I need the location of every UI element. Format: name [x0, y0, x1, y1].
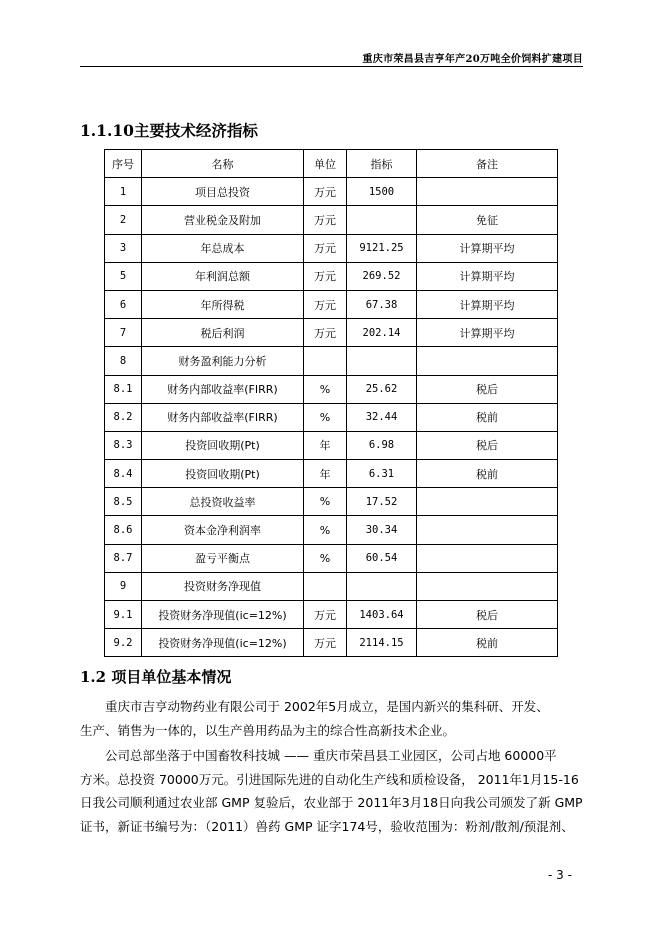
table-header-row [105, 150, 558, 178]
name-cell: 投资财务净现值(ic=12%) [142, 629, 304, 657]
name-cell: 年利润总额 [142, 262, 304, 290]
unit-cell: 万元 [304, 629, 347, 657]
name-cell: 营业税金及附加 [142, 206, 304, 234]
unit-cell: 万元 [304, 290, 347, 318]
unit-cell: 年 [304, 460, 347, 488]
remark-cell: 免征 [417, 206, 558, 234]
remark-cell: 计算期平均 [417, 262, 558, 290]
table-row [105, 347, 558, 375]
table-row [105, 206, 558, 234]
row-number-cell: 8 [105, 347, 142, 375]
header-cell: 名称 [142, 150, 304, 178]
value-cell: 25.62 [347, 375, 417, 403]
name-cell: 总投资收益率 [142, 488, 304, 516]
row-number-cell: 8.4 [105, 460, 142, 488]
name-cell: 财务内部收益率(FIRR) [142, 375, 304, 403]
header-cell: 序号 [105, 150, 142, 178]
unit-cell: % [304, 516, 347, 544]
table-row [105, 516, 558, 544]
page-number: - 3 - [548, 868, 572, 882]
header-rule [80, 66, 583, 67]
value-cell [347, 572, 417, 600]
row-number-cell: 8.2 [105, 403, 142, 431]
unit-cell: 年 [304, 431, 347, 459]
table-row [105, 178, 558, 206]
remark-cell: 计算期平均 [417, 319, 558, 347]
unit-cell: 万元 [304, 178, 347, 206]
table-row [105, 629, 558, 657]
name-cell: 投资回收期(Pt) [142, 431, 304, 459]
row-number-cell: 7 [105, 319, 142, 347]
table-row [105, 375, 558, 403]
table-row [105, 601, 558, 629]
unit-cell: % [304, 544, 347, 572]
value-cell [347, 347, 417, 375]
value-cell: 1500 [347, 178, 417, 206]
name-cell: 年总成本 [142, 234, 304, 262]
remark-cell [417, 488, 558, 516]
remark-cell: 税前 [417, 629, 558, 657]
name-cell: 投资财务净现值 [142, 572, 304, 600]
row-number-cell: 8.1 [105, 375, 142, 403]
table-row [105, 460, 558, 488]
header-cell: 指标 [347, 150, 417, 178]
section-heading-1-1-10: 1.1.10主要技术经济指标 [80, 121, 258, 140]
paragraph-line: 日我公司顺利通过农业部 GMP 复验后，农业部于 2011年3月18日向我公司颁发了新 GMP [80, 795, 583, 810]
paragraph-line: 方米。总投资 70000万元。引进国际先进的自动化生产线和质检设备， 2011年1月15-16 [80, 771, 579, 787]
value-cell: 6.31 [347, 460, 417, 488]
section-heading-1-2: 1.2 项目单位基本情况 [80, 668, 232, 686]
table-row [105, 319, 558, 347]
value-cell: 67.38 [347, 290, 417, 318]
value-cell: 1403.64 [347, 601, 417, 629]
name-cell: 投资回收期(Pt) [142, 460, 304, 488]
unit-cell [304, 572, 347, 600]
table-row [105, 488, 558, 516]
row-number-cell: 5 [105, 262, 142, 290]
table-row [105, 544, 558, 572]
unit-cell: 万元 [304, 262, 347, 290]
value-cell: 269.52 [347, 262, 417, 290]
row-number-cell: 2 [105, 206, 142, 234]
row-number-cell: 9 [105, 572, 142, 600]
unit-cell: % [304, 403, 347, 431]
value-cell: 202.14 [347, 319, 417, 347]
table-row [105, 262, 558, 290]
value-cell: 17.52 [347, 488, 417, 516]
remark-cell [417, 572, 558, 600]
unit-cell: 万元 [304, 206, 347, 234]
unit-cell: % [304, 488, 347, 516]
value-cell: 9121.25 [347, 234, 417, 262]
remark-cell: 税后 [417, 375, 558, 403]
table-row [105, 572, 558, 600]
paragraph-line: 重庆市吉亨动物药业有限公司于 2002年5月成立，是国内新兴的集科研、开发、 [105, 699, 549, 714]
remark-cell: 计算期平均 [417, 290, 558, 318]
paragraph-company-intro [80, 695, 583, 742]
unit-cell: % [304, 375, 347, 403]
row-number-cell: 8.3 [105, 431, 142, 459]
row-number-cell: 8.6 [105, 516, 142, 544]
row-number-cell: 9.1 [105, 601, 142, 629]
remark-cell: 税前 [417, 403, 558, 431]
row-number-cell: 1 [105, 178, 142, 206]
remark-cell: 税后 [417, 431, 558, 459]
remark-cell: 税后 [417, 601, 558, 629]
table-row [105, 431, 558, 459]
paragraph-line: 公司总部坐落于中国畜牧科技城 —— 重庆市荣昌县工业园区，公司占地 60000平 [105, 748, 557, 763]
table-row [105, 290, 558, 318]
name-cell: 财务内部收益率(FIRR) [142, 403, 304, 431]
value-cell: 2114.15 [347, 629, 417, 657]
economic-indicators-table [104, 149, 558, 657]
row-number-cell: 8.7 [105, 544, 142, 572]
remark-cell [417, 516, 558, 544]
remark-cell: 计算期平均 [417, 234, 558, 262]
name-cell: 项目总投资 [142, 178, 304, 206]
name-cell: 年所得税 [142, 290, 304, 318]
remark-cell [417, 544, 558, 572]
remark-cell [417, 178, 558, 206]
table-row [105, 403, 558, 431]
paragraph-line: 生产、销售为一体的，以生产兽用药品为主的综合性高新技术企业。 [80, 722, 456, 738]
unit-cell: 万元 [304, 601, 347, 629]
unit-cell: 万元 [304, 234, 347, 262]
value-cell: 30.34 [347, 516, 417, 544]
name-cell: 资本金净利润率 [142, 516, 304, 544]
paragraph-company-location [80, 744, 583, 838]
value-cell [347, 206, 417, 234]
table-row [105, 234, 558, 262]
row-number-cell: 9.2 [105, 629, 142, 657]
row-number-cell: 6 [105, 290, 142, 318]
unit-cell [304, 347, 347, 375]
name-cell: 盈亏平衡点 [142, 544, 304, 572]
page-header: 重庆市荣昌县吉亨年产20万吨全价饲料扩建项目 [362, 54, 583, 65]
header-cell: 备注 [417, 150, 558, 178]
value-cell: 60.54 [347, 544, 417, 572]
row-number-cell: 8.5 [105, 488, 142, 516]
remark-cell: 税前 [417, 460, 558, 488]
header-cell: 单位 [304, 150, 347, 178]
value-cell: 32.44 [347, 403, 417, 431]
paragraph-line: 证书，新证书编号为：（2011）兽药 GMP 证字174号，验收范围为：粉剂/散剂/预混剂、 [80, 818, 574, 834]
value-cell: 6.98 [347, 431, 417, 459]
name-cell: 投资财务净现值(ic=12%) [142, 601, 304, 629]
remark-cell [417, 347, 558, 375]
unit-cell: 万元 [304, 319, 347, 347]
name-cell: 税后利润 [142, 319, 304, 347]
name-cell: 财务盈利能力分析 [142, 347, 304, 375]
row-number-cell: 3 [105, 234, 142, 262]
